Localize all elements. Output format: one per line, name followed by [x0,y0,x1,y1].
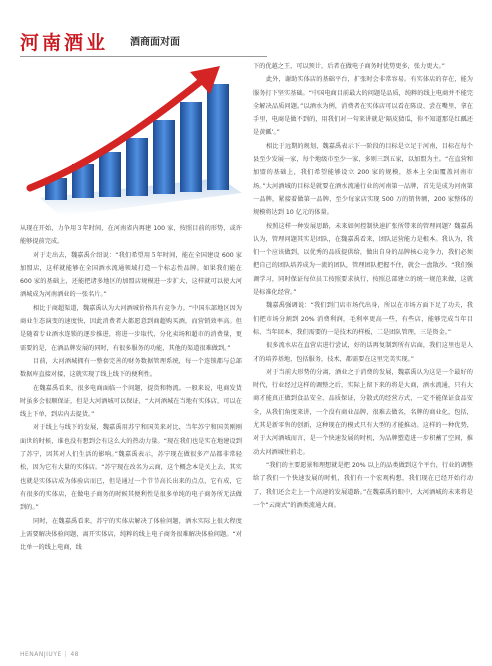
article-paragraph: “我们的主要愿景和理想就是把 20% 以上的品类做到这个平台，行业的调整给了我们一个快速发展的时机，我们有一个宏观构想，我们现在已经开始行动了，我们还会走上一个高速的发展道路。”在魏嘉禹的眼中，大河酒城的未来将是一个“云商式”的酒类流通大商。 [253,461,473,509]
page-footer [20,651,79,658]
article-right-column [253,60,473,512]
growth-chart-illustration [20,58,242,218]
journal-name: HENANJIUYE [20,651,62,658]
article-paragraph: 下的优越之王，可以预计，后者在做电子商务时优势更多，张力更大。” [253,63,445,70]
article-paragraph: 对于走出去，魏嘉禹介绍说：“我们希望用５年时间，能在全国建设 600 家加盟店，这样就能够在全国酒水流通领域打造一个标志性品牌。如果我们能在 600 家的基础上，还能把诸多地区的加盟店规模进一步扩大，这样就可以使大河酒城成为河南酒业的一张名片。” [20,251,242,299]
article-paragraph: 目前，大河酒城拥有一整套完善的财务数据管理系统，每一个连锁都与总部数据库直接对接，这就实现了线上线下的便利性。 [20,357,242,379]
article-paragraph: 对于线上与线下的发展，魏嘉禹用苏宁和国美来对比，当年苏宁和国美刚刚面世的时候，谁也没有想到会有这么大的热动力量。“现在我们也是实在地建设到了苏宁，因其对人们生活的影响。”魏嘉禹表示，苏宁现在做很多产品都非常轻松，因为它有大量的实体店。“苏宁现在改名为云商，这个概念本是关上去，其实也就是实体店成为体验店而已，但是通过一个节节高长出来的点点，它有成，它有很多的实体店，在做电子商务的时候其便利性是很多单纯的电子商务所无法做到的。” [20,424,242,512]
footer-separator: | [64,651,68,658]
bar-6 [180,102,202,192]
page-header [20,32,480,58]
article-paragraph: 同时，在魏嘉禹看来，苏宁的实体店解决了体验问题，酒水实际上很大程度上需要解决体验问题，离开实体店，纯粹的线上电子商务很难解决体验问题。“对比单一的线上电商，线 [20,517,242,552]
article-paragraph: 相比于商超渠道，魏嘉禹认为大河酒城价格具有竞争力。“中国东部地区因为商业生态演变的速度快，因此消费者大都愿意到商超购买酒，而营销效率高。但是随着专业酒水连锁的逐步推进，将进一步取代、分化卖场和超市的消费量，更需要的是，在酒品牌发展的同时，有很多服务的功能，其他的渠道很难做到。” [20,304,242,352]
article-paragraph: 此外，谢助实体店的基础平台，扩张时会非常容易。有实体店的存在，能为服务打下坚实基础。“中国电商目前最大的问题是品质，纯粹的线上电商并不能完全解决品质问题。”以酒水为例，消费者在实体店可以看在陈设、尝在嘴里，拿在手里，电商是做不到的，用我们对一句来讲就是‘隔皮猜瓜，你不知道那是红瓤还是黄瓤’。” [253,76,473,137]
bar-5 [153,120,175,194]
magazine-masthead: 河南酒业 [20,32,109,54]
header-rule [20,56,267,57]
article-left-column [20,222,242,554]
article-paragraph: 很多流水店在直营店进行尝试，好的话再复制到所有店面，我们这里也是人才的培养基地，包括服务，技术，都需要在这里完美实现。” [253,342,473,363]
page-number: 48 [70,651,79,658]
bar-4 [126,138,148,196]
bar-7 [207,84,229,190]
article-paragraph: 相比于远期的规划，魏嘉禹表示下一阶段的目标是立足于河南，目标在每个县至少发展一家，每个地级市至少一家，多则三到五家，以加盟为主。“在直营和加盟的基础上，我们希望能够设立 200 家的规模，基本上全面覆盖河南市场。”大河酒城的目标是就要在酒水流通行业的河南第一品牌，首先是成为河南第一品牌，紧接着做第一品牌，至少每家店实现 500 万的销售额，200 家整体的规模将达到 10 亿元的体量。 [253,142,473,217]
article-paragraph: 在魏嘉禹看来，很多电商面临一个问题，提货和物流。一般来说，电商发货时虽多会很顺保证，但是大河酒城可以保证，“大河酒城在当地有实体店，可以在线上下单，到店内去提货。” [20,384,242,419]
section-title: 酒商面对面 [130,37,180,48]
article-paragraph: 对于当前大形势的分离，酒业之于消费的发展，魏嘉禹认为这是一个最好的时代，行业经过这样的调整之后，实际上留下来的将是大商，酒水流通，只有大商才能真正做到食品安全、品质保证，分散式的经营方式，一定不能保证食品安全，从我们角度来讲，一个没有商业品牌，很难去做名，名牌的商业化，包括，尤其是新零售的创新，这种现在的模式只有大型的才能推动。这样的一种优势，对于大河酒城而言，是一个快速发展的时机，为品牌塑造进一步积蓄了空间，推动大河酒城往前走。 [253,368,473,456]
article-paragraph: 按照这样一种发展思路，未来如何控制快速扩张所带来的管理问题？魏嘉禹认为，管理问题其实是团队，在魏嘉禹看来，团队运营能力是根本。我认为，我们一个应该做到，以优秀的品质提供给，做出自身的品牌核心竞争力，我们必须把自己的团队培养成为一流的团队，管理团队把握不住，就会一盘散沙。“我们强调学习，同时保证每位员工按照要求执行，按照总部建立的统一规范来做，这就是标准化经营。” [253,222,473,297]
bar-3 [99,152,121,197]
article-paragraph: 从现在开始，力争用３年时间，在河南省内再建 100 家，按照目前的形势，或许能够提前完成。 [20,225,242,246]
article-paragraph: 魏嘉禹强调说：“我们到门店市场代出身，所以在市场方面下足了功夫，我们把市场分割到 20% 消费利润，毛利率更高一些，有些店，能够完成当年目标，当年回本，我们需要的一是技术的样板，二是团队管理，三是资金。” [253,302,473,336]
